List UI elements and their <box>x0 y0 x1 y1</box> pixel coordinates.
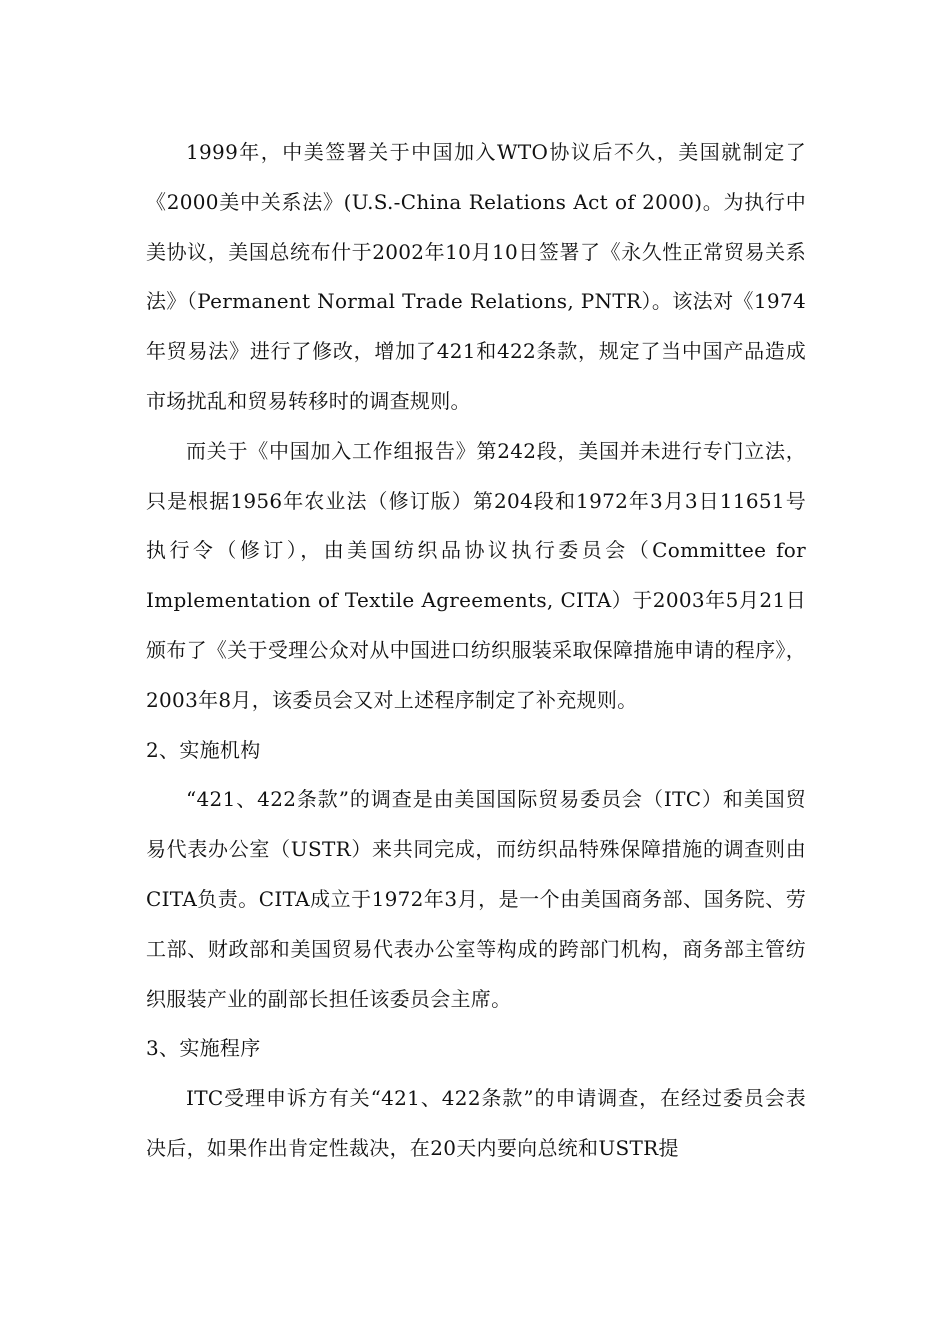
document-body <box>146 128 806 1174</box>
section-heading-implementing-agency: 2、实施机构 <box>146 737 261 762</box>
paragraph-implementing-agency: “421、422条款”的调查是由美国国际贸易委员会（ITC）和美国贸易代表办公室（USTR）来共同完成，而纺织品特殊保障措施的调查则由CITA负责。CITA成立于1972年3月，是一个由美国商务部、国务院、劳工部、财政部和美国贸易代表办公室等构成的跨部门机构，商务部主管纺织服装产业的副部长担任该委员会主席。 <box>146 787 806 1011</box>
paragraph-textile-safeguard-procedure: 而关于《中国加入工作组报告》第242段，美国并未进行专门立法，只是根据1956年农业法（修订版）第204段和1972年3月3日11651号执行令（修订），由美国纺织品协议执行委员会（Committee for Implementation of Textile Agreements, CITA）于2003年5月21日颁布了《关于受理公众对从中国进口纺织服装采取保障措施申请的程序》，2003年8月，该委员会又对上述程序制定了补充规则。 <box>146 438 806 712</box>
section-heading-implementation-procedure: 3、实施程序 <box>146 1036 261 1061</box>
paragraph-implementation-procedure: ITC受理申诉方有关“421、422条款”的申请调查，在经过委员会表决后，如果作出肯定性裁决，在20天内要向总统和USTR提 <box>146 1086 806 1160</box>
paragraph-us-china-relations-act: 1999年，中美签署关于中国加入WTO协议后不久，美国就制定了《2000美中关系法》(U.S.-China Relations Act of 2000)。为执行中美协议，美国总统布什于2002年10月10日签署了《永久性正常贸易关系法》（Permanent Normal Trade Relations, PNTR）。该法对《1974年贸易法》进行了修改，增加了421和422条款，规定了当中国产品造成市场扰乱和贸易转移时的调查规则。 <box>146 140 806 413</box>
